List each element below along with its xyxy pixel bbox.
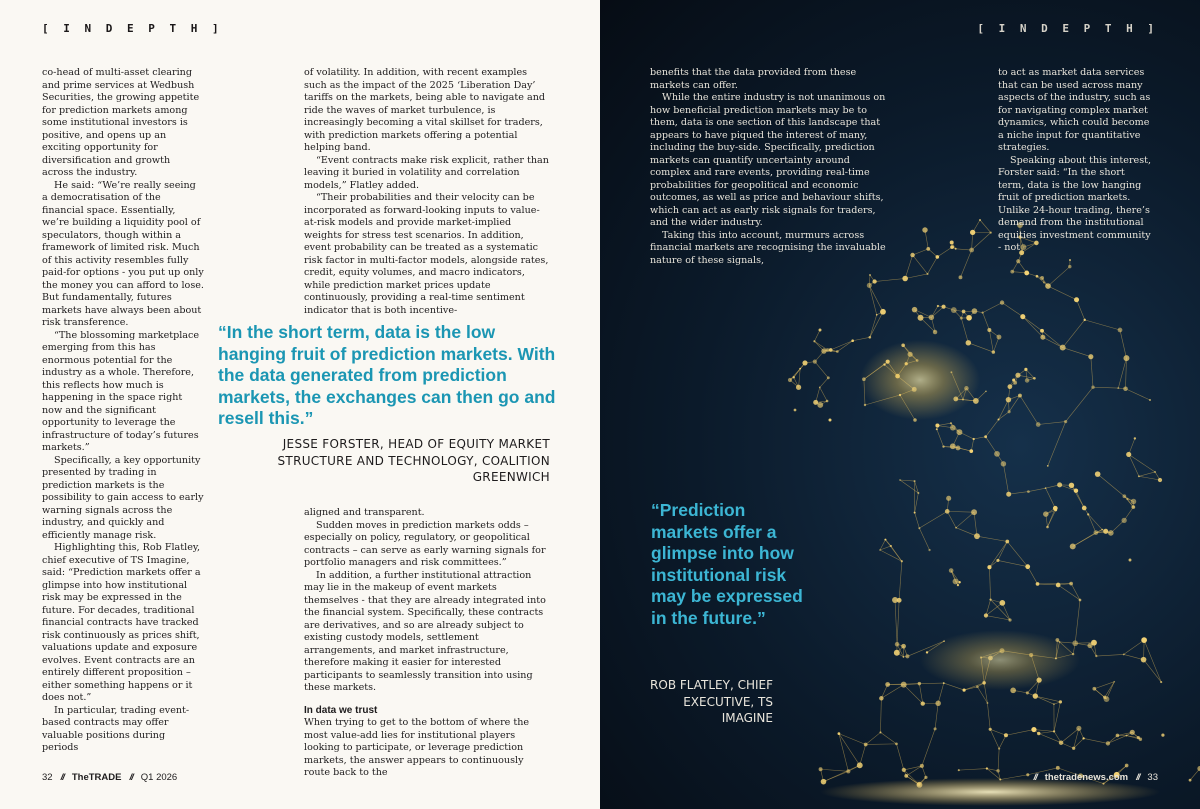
page-number: 32 xyxy=(42,772,53,783)
paragraph: While the entire industry is not unanimous on how beneficial prediction markets may be to them, data is one section of this landscape that appears to have piqued the interest of many, including the buy-side. Specifically, prediction markets can quantify uncertainty around complex and rare events, providing real-time probabilities for geopolitical and economic outcomes, as well as price and behaviour shifts, which can act as early risk signals for traders, and the wider industry. xyxy=(650,92,886,228)
paragraph: of volatility. In addition, with recent examples such as the impact of the 2025 ‘Liberation Day’ tariffs on the markets, being able to navigate and ride the waves of market turbulence, is increasingly becoming a vital skillset for traders, with prediction markets offering a potential helping band. xyxy=(304,67,546,153)
pull-quote: “Prediction markets offer a glimpse into how institutional risk may be expressed in the future.” xyxy=(651,500,803,628)
page-number: 33 xyxy=(1147,772,1158,783)
article-column-1 xyxy=(650,67,890,267)
paragraph: “The blossoming marketplace emerging from this has enormous potential for the industry as a whole. Therefore, this reflects how much is happening in the space right now and the significant opportunity to leverage the infrastructure of today’s futures markets.” xyxy=(42,329,200,453)
issue-label: Q1 2026 xyxy=(140,772,178,783)
footer-separator: // xyxy=(1136,772,1140,783)
paragraph: Highlighting this, Rob Flatley, chief executive of TS Imagine, said: “Prediction markets offer a glimpse into how institutional risk may be expressed in the future. For decades, traditional financial contracts have tracked risk continuously as prices shift, valuations update and exposure evolves. Event contracts are an entirely different proposition – either something happens or it does not.” xyxy=(42,542,201,703)
paragraph: benefits that the data provided from these markets can offer. xyxy=(650,67,857,91)
paragraph: He said: “We’re really seeing a democratisation of the financial space. Essentially, we’re building a liquidity pool of speculators, though within a framework of limited risk. Much of this activity resembles fully paid-for options - you put up only the money you can afford to lose. But fundamentally, futures markets have always been about risk transference. xyxy=(42,179,204,328)
knight-chess-piece-illustration xyxy=(750,180,1200,809)
section-tag: [ I N D E P T H ] xyxy=(977,22,1158,35)
paragraph: to act as market data services that can be used across many aspects of the industry, such as for navigating complex market dynamics, which could become a niche input for quantitative strategies. xyxy=(998,67,1151,153)
paragraph: Specifically, a key opportunity presented by trading in prediction markets is the possibility to gain access to early warning signals across the industry, and quickly and efficiently manage risk. xyxy=(42,454,204,541)
article-column-2 xyxy=(998,67,1154,255)
page-footer xyxy=(42,772,177,783)
pull-quote: “In the short term, data is the low hanging fruit of prediction markets. With the data generated from prediction markets, the exchanges can then go and resell this.” xyxy=(218,322,556,428)
paragraph: Sudden moves in prediction markets odds – especially on policy, regulatory, or geopolitical contracts – can serve as early warning signals for portfolio managers and risk committees.” xyxy=(304,519,546,568)
paragraph: Speaking about this interest, Forster said: “In the short term, data is the low hanging fruit of prediction markets. Unlike 24-hour trading, there’s demand from the institutional equities investment community - not xyxy=(998,154,1152,253)
section-tag: [ I N D E P T H ] xyxy=(42,22,223,35)
paragraph: In particular, trading event-based contracts may offer valuable positions during periods xyxy=(42,704,190,753)
subhead: In data we trust xyxy=(304,704,378,716)
article-column-2-bottom xyxy=(304,507,552,780)
page-footer xyxy=(1033,772,1158,783)
right-page xyxy=(600,0,1200,809)
pull-quote-attribution: ROB FLATLEY, CHIEF EXECUTIVE, TS IMAGINE xyxy=(650,678,773,725)
paragraph: Taking this into account, murmurs across financial markets are recognising the invaluable nature of these signals, xyxy=(650,229,886,266)
paragraph: “Their probabilities and their velocity can be incorporated as forward-looking inputs to value-at-risk models and provide market-implied weights for stress test scenarios. In addition, event probability can be treated as a systematic risk factor in multi-factor models, alongside rates, credit, equity volumes, and macro indicators, while prediction market prices update continuously, providing a real-time sentiment indicator that is both incentive- xyxy=(304,192,549,316)
website-name: thetradenews.com xyxy=(1044,772,1129,783)
publication-name: TheTRADE xyxy=(71,772,122,783)
article-column-2-top xyxy=(304,67,550,317)
paragraph: “Event contracts make risk explicit, rather than leaving it buried in volatility and correlation models,” Flatley added. xyxy=(304,154,549,191)
paragraph: co-head of multi-asset clearing and prime services at Wedbush Securities, the growing appetite for prediction markets among some institutional investors is positive, and opens up an exciting opportunity for diversification and growth across the industry. xyxy=(42,67,200,178)
footer-separator: // xyxy=(129,772,133,783)
footer-separator: // xyxy=(60,772,64,783)
paragraph: In addition, a further institutional attraction may lie in the makeup of event markets themselves - that they are already integrated into the financial system. Specifically, these contracts are derivatives, and so are already subject to existing custody models, settlement arrangements, and market infrastructure, therefore making it easier for interested participants to seamlessly transition into using these markets. xyxy=(304,569,546,693)
article-column-1 xyxy=(42,67,204,755)
paragraph: When trying to get to the bottom of where the most value-add lies for institutional players looking to participate, or leverage prediction markets, the answer appears to continuously route back to the xyxy=(304,717,530,778)
pull-quote-attribution: JESSE FORSTER, HEAD OF EQUITY MARKET STRUCTURE AND TECHNOLOGY, COALITION GREENWICH xyxy=(277,437,550,484)
footer-separator: // xyxy=(1033,772,1037,783)
paragraph: aligned and transparent. xyxy=(304,507,425,518)
